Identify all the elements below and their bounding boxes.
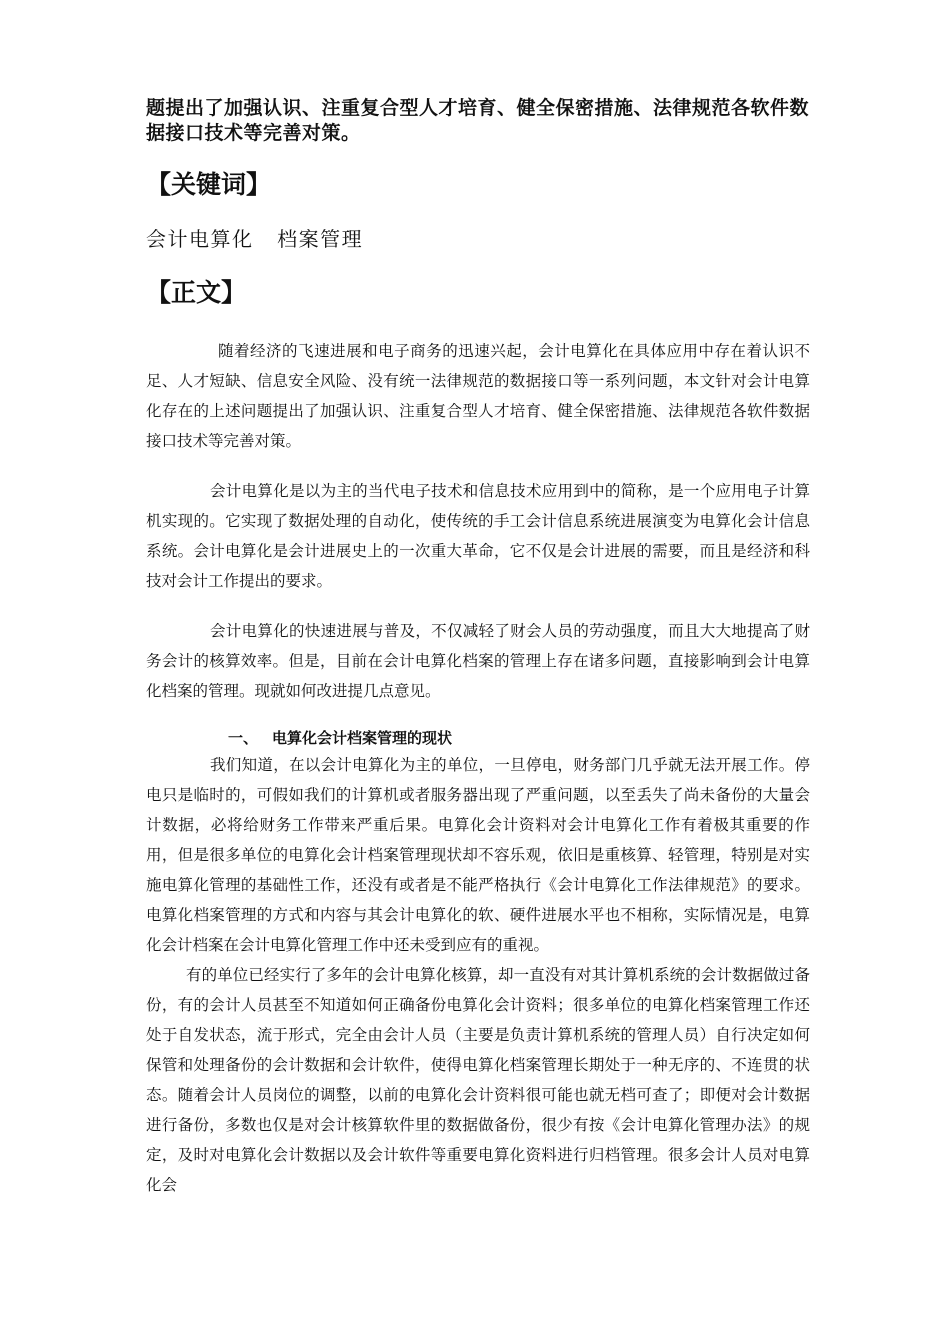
section-1-heading (146, 726, 810, 750)
keywords-values: 会计电算化 档案管理 (146, 227, 364, 251)
body-heading: 【正文】 (146, 278, 247, 307)
section-1-paragraph-b: 有的单位已经实行了多年的会计电算化核算，却一直没有对其计算机系统的会计数据做过备份，有的会计人员甚至不知道如何正确备份电算化会计资料；很多单位的电算化档案管理工作还处于自发状态，流于形式，完全由会计人员（主要是负责计算机系统的管理人员）自行决定如何保管和处理备份的会计数据和会计软件，使得电算化档案管理长期处于一种无序的、不连贯的状态。随着会计人员岗位的调整，以前的电算化会计资料很可能也就无档可查了；即便对会计数据进行备份，多数也仅是对会计核算软件里的数据做备份，很少有按《会计电算化管理办法》的规定，及时对电算化会计数据以及会计软件等重要电算化资料进行归档管理。很多会计人员对电算化会 (146, 966, 810, 1194)
abstract-paragraph: 随着经济的飞速进展和电子商务的迅速兴起，会计电算化在具体应用中存在着认识不足、人才短缺、信息安全风险、没有统一法律规范的数据接口等一系列问题，本文针对会计电算化存在的上述问题提出了加强认识、注重复合型人才培育、健全保密措施、法律规范各软件数据接口技术等完善对策。 (146, 342, 810, 450)
section-1-paragraph-a: 我们知道，在以会计电算化为主的单位，一旦停电，财务部门几乎就无法开展工作。停电只是临时的，可假如我们的计算机或者服务器出现了严重问题，以至丢失了尚未备份的大量会计数据，必将给财务工作带来严重后果。电算化会计资料对会计电算化工作有着极其重要的作用，但是很多单位的电算化会计档案管理现状却不容乐观，依旧是重核算、轻管理，特别是对实施电算化管理的基础性工作，还没有或者是不能严格执行《会计电算化工作法律规范》的要求。电算化档案管理的方式和内容与其会计电算化的软、硬件进展水平也不相称，实际情况是，电算化会计档案在会计电算化管理工作中还未受到应有的重视。 (146, 756, 810, 954)
section-1-title: 电算化会计档案管理的现状 (272, 729, 453, 747)
section-1-number: 一、 (228, 729, 259, 747)
keywords-heading: 【关键词】 (146, 170, 272, 199)
document-page (146, 96, 810, 1200)
body-paragraph-2: 会计电算化的快速进展与普及，不仅减轻了财会人员的劳动强度，而且大大地提高了财务会计的核算效率。但是，目前在会计电算化档案的管理上存在诸多问题，直接影响到会计电算化档案的管理。现就如何改进提几点意见。 (146, 622, 810, 700)
intro-text: 题提出了加强认识、注重复合型人才培育、健全保密措施、法律规范各软件数据接口技术等完善对策。 (146, 97, 810, 144)
body-paragraph-1: 会计电算化是以为主的当代电子技术和信息技术应用到中的简称，是一个应用电子计算机实现的。它实现了数据处理的自动化，使传统的手工会计信息系统进展演变为电算化会计信息系统。会计电算化是会计进展史上的一次重大革命，它不仅是会计进展的需要，而且是经济和科技对会计工作提出的要求。 (146, 482, 810, 590)
